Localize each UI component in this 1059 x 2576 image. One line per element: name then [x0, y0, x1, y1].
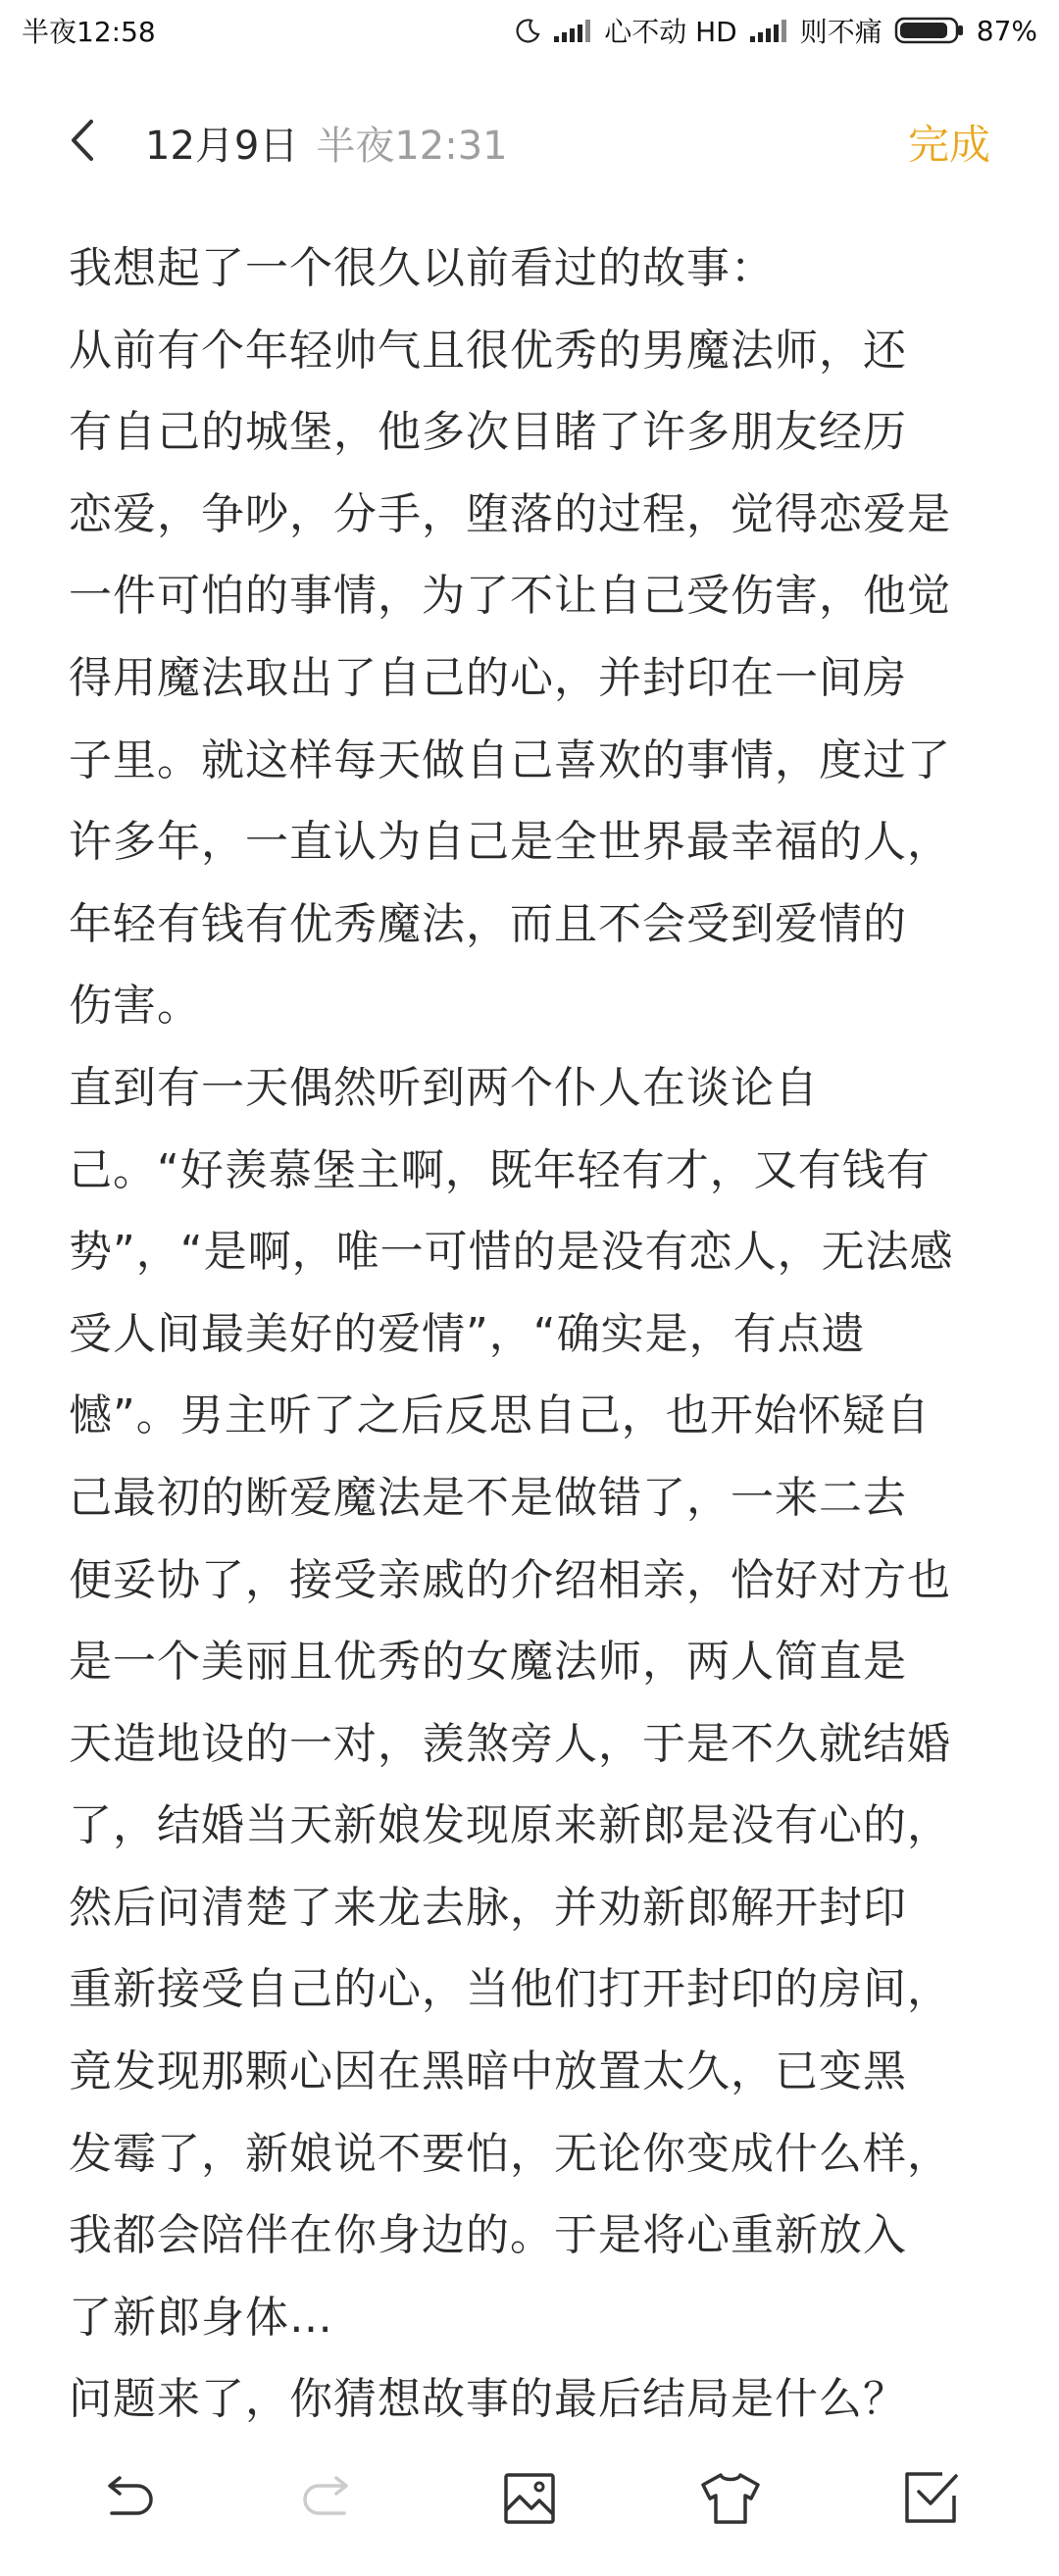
theme-button[interactable] — [681, 2451, 780, 2550]
carrier-2: 则不痛 — [799, 16, 882, 48]
note-line: 憾”。男主听了之后反思自己，也开始怀疑自 — [69, 1390, 931, 1441]
note-editor[interactable] — [69, 227, 995, 2441]
note-date: 12月9日 — [145, 123, 299, 169]
status-bar — [0, 0, 1059, 61]
battery-icon — [894, 16, 965, 45]
undo-button[interactable] — [78, 2451, 176, 2550]
note-line: 己。“好羡慕堡主啊，既年轻有才，又有钱有 — [69, 1144, 931, 1195]
note-line: 然后问清楚了来龙去脉，并劝新郎解开封印 — [69, 1882, 907, 1933]
note-line: 己最初的断爱魔法是不是做错了，一来二去 — [69, 1472, 907, 1523]
note-line: 一件可怕的事情，为了不让自己受伤害，他觉 — [69, 571, 951, 622]
note-line: 天造地设的一对，羡煞旁人，于是不久就结婚 — [69, 1718, 951, 1769]
redo-button[interactable] — [279, 2451, 378, 2550]
insert-image-button[interactable] — [480, 2451, 579, 2550]
status-indicators — [516, 11, 1037, 50]
note-header — [0, 88, 1059, 196]
note-line: 势”，“是啊，唯一可惜的是没有恋人，无法感 — [69, 1227, 954, 1278]
note-line: 我都会陪伴在你身边的。于是将心重新放入 — [69, 2210, 907, 2261]
note-line: 恋爱，争吵，分手，堕落的过程，觉得恋爱是 — [69, 488, 951, 539]
shirt-icon — [699, 2471, 762, 2530]
signal-icon — [553, 18, 592, 43]
note-line: 问题来了，你猜想故事的最后结局是什么？ — [69, 2374, 907, 2425]
note-line: 年轻有钱有优秀魔法，而且不会受到爱情的 — [69, 898, 907, 949]
note-line: 便妥协了，接受亲戚的介绍相亲，恰好对方也 — [69, 1554, 951, 1605]
moon-icon — [516, 18, 541, 43]
signal-icon — [749, 18, 788, 43]
chevron-left-icon — [68, 118, 97, 167]
note-line: 重新接受自己的心，当他们打开封印的房间， — [69, 1964, 951, 2015]
done-button[interactable]: 完成 — [907, 121, 990, 169]
undo-icon — [98, 2474, 157, 2527]
note-line: 子里。就这样每天做自己喜欢的事情，度过了 — [69, 734, 951, 785]
note-line: 伤害。 — [69, 981, 201, 1032]
note-line: 发霉了，新娘说不要怕，无论你变成什么样， — [69, 2128, 951, 2179]
carrier-1: 心不动 HD — [604, 16, 737, 48]
note-line: 竟发现那颗心因在黑暗中放置太久，已变黑 — [69, 2046, 907, 2097]
redo-icon — [299, 2474, 358, 2527]
note-line: 直到有一天偶然听到两个仆人在谈论自 — [69, 1062, 819, 1113]
note-line: 了新郎身体… — [69, 2292, 333, 2343]
checkbox-icon — [903, 2470, 960, 2531]
note-time: 半夜12:31 — [316, 123, 508, 169]
status-time: 半夜12:58 — [22, 16, 156, 48]
note-line: 得用魔法取出了自己的心，并封印在一间房 — [69, 652, 907, 703]
editor-toolbar — [0, 2442, 1059, 2559]
back-button[interactable] — [61, 113, 104, 172]
note-line: 是一个美丽且优秀的女魔法师，两人简直是 — [69, 1637, 907, 1688]
note-line: 从前有个年轻帅气且很优秀的男魔法师，还 — [69, 325, 907, 376]
note-line: 许多年，一直认为自己是全世界最幸福的人， — [69, 817, 951, 868]
checklist-button[interactable] — [882, 2451, 981, 2550]
image-icon — [502, 2471, 557, 2530]
note-line: 我想起了一个很久以前看过的故事： — [69, 243, 775, 293]
note-line: 有自己的城堡，他多次目睹了许多朋友经历 — [69, 407, 907, 458]
battery-percent: 87% — [976, 14, 1037, 47]
note-line: 受人间最美好的爱情”，“确实是，有点遗 — [69, 1308, 866, 1359]
note-line: 了，结婚当天新娘发现原来新郎是没有心的， — [69, 1800, 951, 1851]
